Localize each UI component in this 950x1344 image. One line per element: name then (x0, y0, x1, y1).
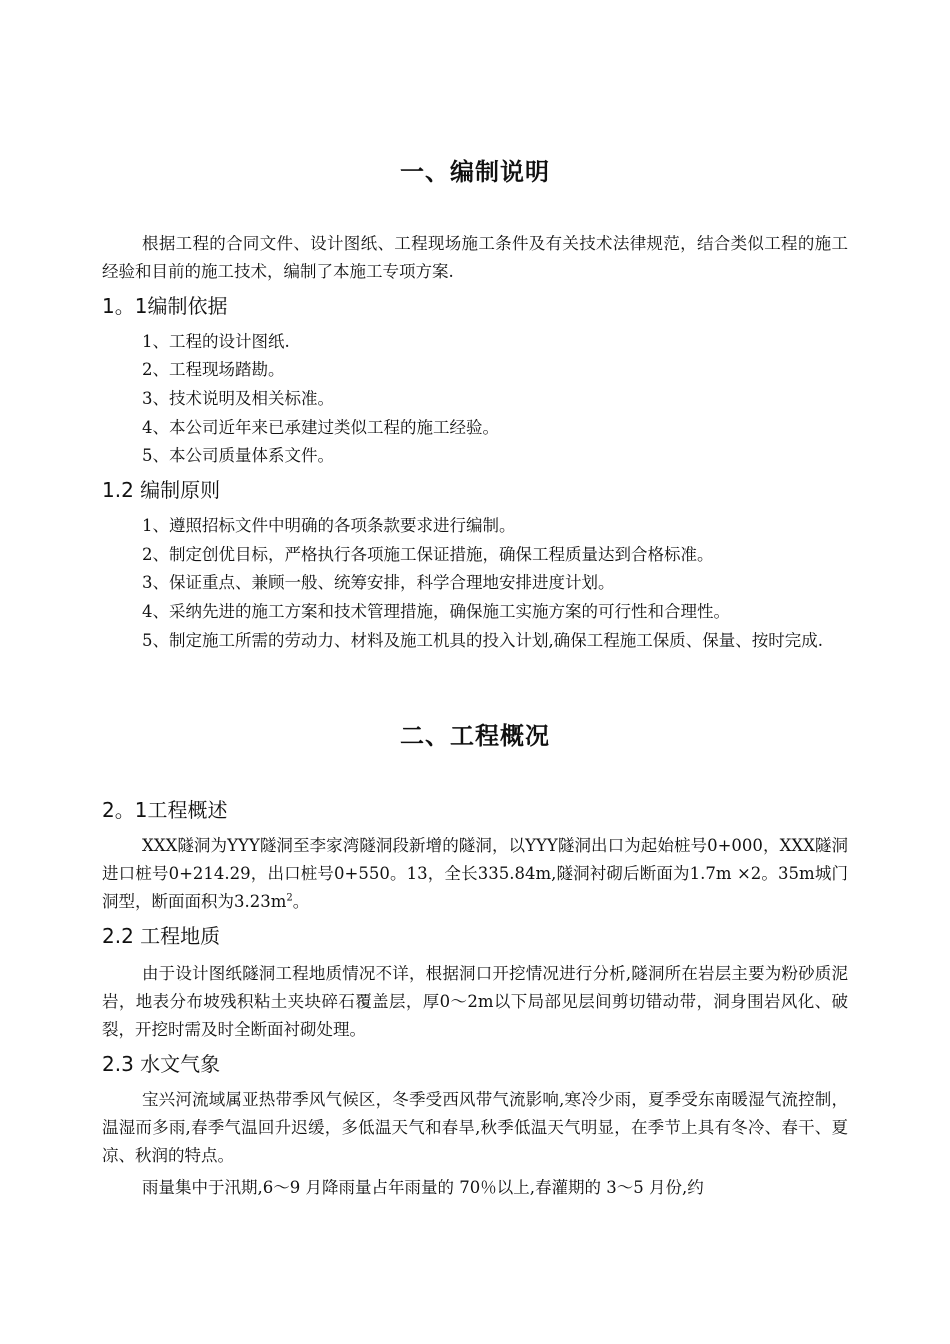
subsection-1-1-title: 1。1编制依据 (102, 294, 228, 318)
section-2-title: 二、工程概况 (400, 722, 550, 750)
section-1-intro: 根据工程的合同文件、设计图纸、工程现场施工条件及有关技术法律规范，结合类似工程的施工经验和目前的施工技术，编制了本施工专项方案. (102, 234, 848, 281)
subsection-2-3-title: 2.3 水文气象 (102, 1052, 221, 1076)
list-item: 3、技术说明及相关标准。 (142, 389, 334, 408)
list-item: 2、工程现场踏勘。 (142, 360, 285, 379)
subsection-2-2-text: 由于设计图纸隧洞工程地质情况不详，根据洞口开挖情况进行分析,隧洞所在岩层主要为粉砂质泥岩，地表分布坡残积粘土夹块碎石覆盖层，厚0～2m以下局部见层间剪切错动带，洞身围岩风化、破裂，开挖时需及时全断面衬砌处理。 (102, 964, 848, 1039)
text-run: XXX隧洞为YYY隧洞至李家湾隧洞段新增的隧洞，以YYY隧洞出口为起始桩号0+000，XXX隧洞进口桩号0+214.29，出口桩号0+550。13，全长335.84m,隧洞衬砌后断面为1.7m ×2。35m城门洞型，断面面积为3.23m (102, 836, 848, 911)
section-1-title: 一、编制说明 (400, 158, 550, 186)
superscript: 2 (286, 892, 293, 904)
subsection-2-3-text-2: 雨量集中于汛期,6～9 月降雨量占年雨量的 70％以上,春灌期的 3～5 月份,约 (142, 1178, 704, 1197)
list-item: 2、制定创优目标，严格执行各项施工保证措施，确保工程质量达到合格标准。 (142, 545, 714, 564)
list-item: 4、采纳先进的施工方案和技术管理措施，确保施工实施方案的可行性和合理性。 (142, 602, 730, 621)
subsection-2-3-text: 宝兴河流域属亚热带季风气候区，冬季受西风带气流影响,寒冷少雨，夏季受东南暖湿气流控制，温湿而多雨,春季气温回升迟缓，多低温天气和春旱,秋季低温天气明显，在季节上具有冬冷、春干、夏凉、秋润的特点。 (102, 1090, 848, 1165)
subsection-2-1-text (102, 832, 848, 916)
list-item: 3、保证重点、兼顾一般、统筹安排，科学合理地安排进度计划。 (142, 573, 615, 592)
list-item: 1、遵照招标文件中明确的各项条款要求进行编制。 (142, 516, 516, 535)
subsection-1-2-title: 1.2 编制原则 (102, 478, 221, 502)
text-run: 。 (292, 892, 310, 911)
subsection-2-1-title: 2。1工程概述 (102, 798, 228, 822)
list-item: 5、本公司质量体系文件。 (142, 446, 334, 465)
list-item: 4、本公司近年来已承建过类似工程的施工经验。 (142, 418, 499, 437)
list-item: 5、制定施工所需的劳动力、材料及施工机具的投入计划,确保工程施工保质、保量、按时完成. (142, 631, 823, 650)
list-item: 1、工程的设计图纸. (142, 332, 290, 351)
subsection-2-2-title: 2.2 工程地质 (102, 924, 221, 948)
